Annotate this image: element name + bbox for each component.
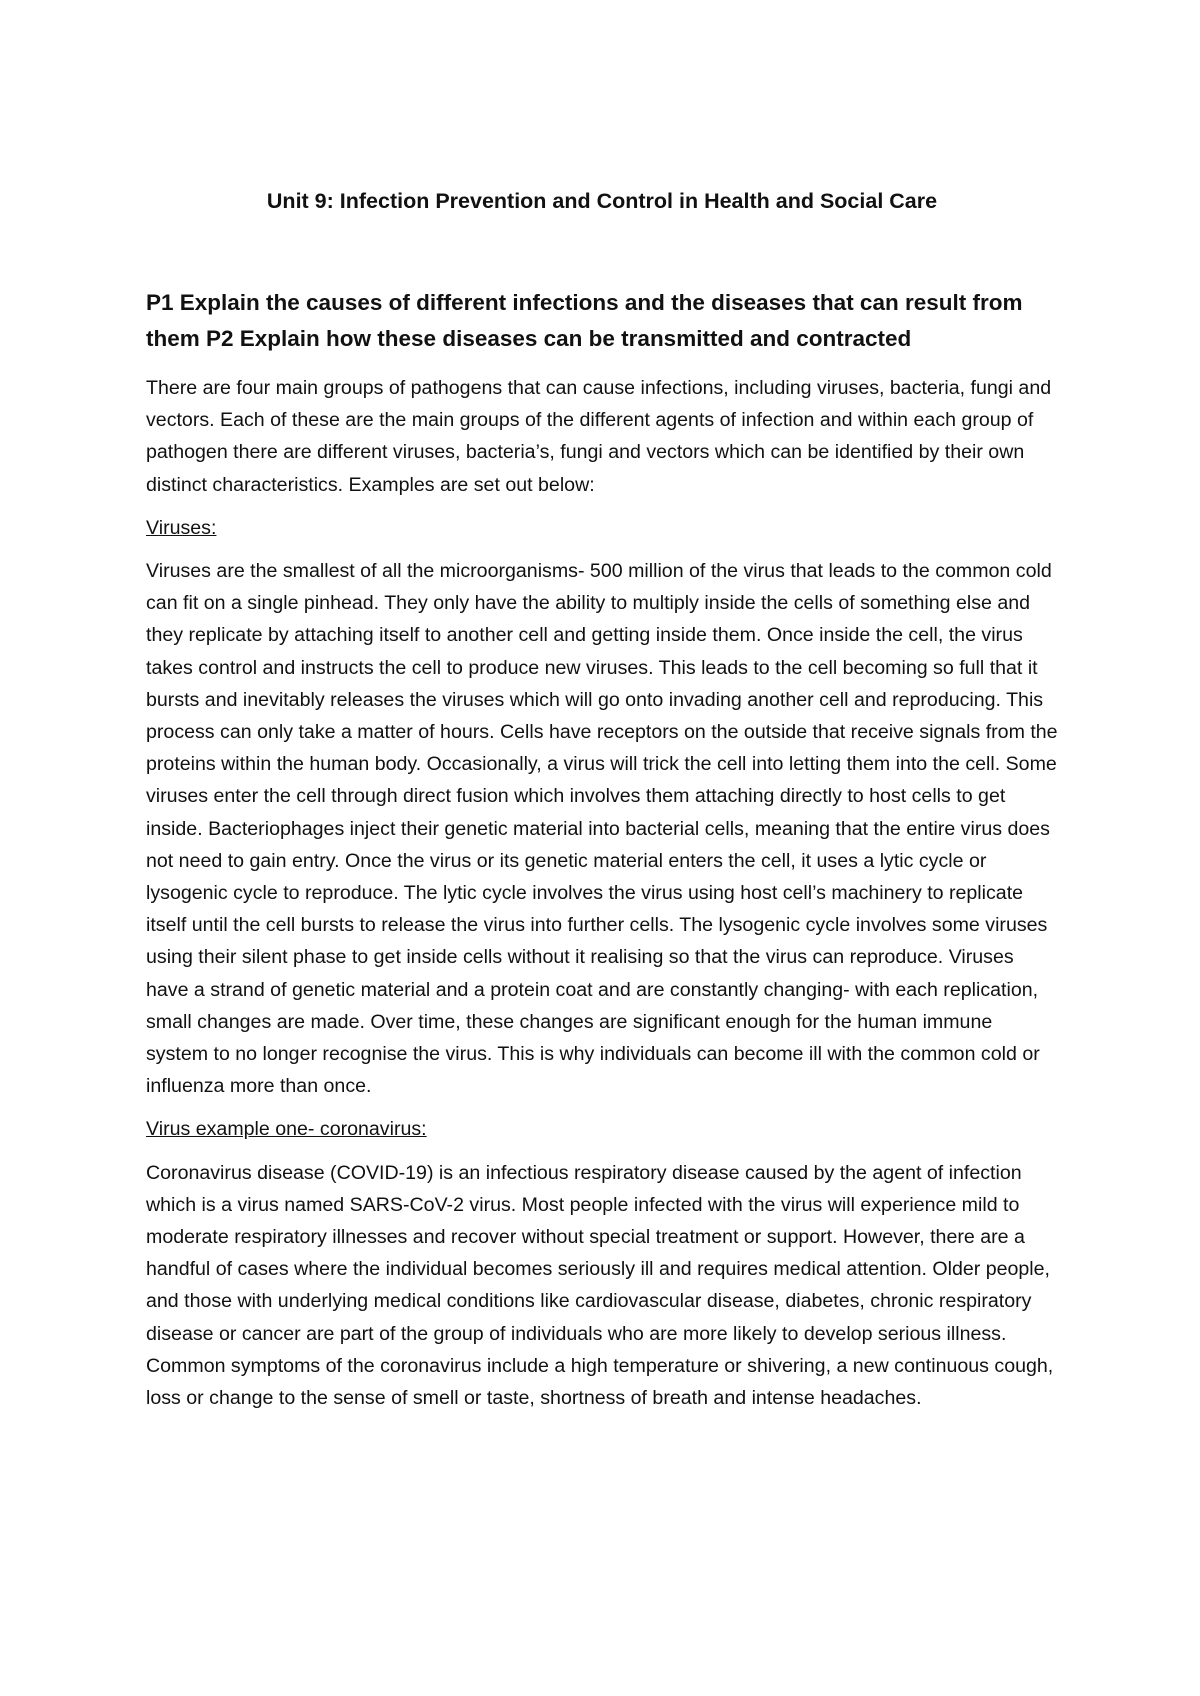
document-title: Unit 9: Infection Prevention and Control in Health and Social Care (266, 189, 938, 213)
viruses-paragraph: Viruses are the smallest of all the microorganisms- 500 million of the virus that leads to the common cold can fit on a single pinhead. They only have the ability to multiply inside the cells of something else and they replicate by attaching itself to another cell and getting inside them. Once inside the cell, the virus takes control and instructs the cell to produce new viruses. This leads to the cell becoming so full that it bursts and inevitably releases the viruses which will go onto invading another cell and reproducing. This process can only take a matter of hours. Cells have receptors on the outside that receive signals from the proteins within the human body. Occasionally, a virus will trick the cell into letting them into the cell. Some viruses enter the cell through direct fusion which involves them attaching directly to host cells to get inside. Bacteriophages inject their genetic material into bacterial cells, meaning that the entire virus does not need to gain entry. Once the virus or its genetic material enters the cell, it uses a lytic cycle or lysogenic cycle to reproduce. The lytic cycle involves the virus using host cell’s machinery to replicate itself until the cell bursts to release the virus into further cells. The lysogenic cycle involves some viruses using their silent phase to get inside cells without it realising so that the virus can reproduce. Viruses have a strand of genetic material and a protein coat and are constantly changing- with each replication, small changes are made. Over time, these changes are significant enough for the human immune system to no longer recognise the virus. This is why individuals can become ill with the common cold or influenza more than once. (146, 560, 1058, 1098)
section-heading: P1 Explain the causes of different infections and the diseases that can result from them P2 Explain how these diseases can be transmitted and contracted (146, 290, 1023, 351)
document-body (146, 372, 1058, 1425)
coronavirus-subheading: Virus example one- coronavirus: (146, 1118, 427, 1141)
coronavirus-paragraph: Coronavirus disease (COVID-19) is an infectious respiratory disease caused by the agent of infection which is a virus named SARS-CoV-2 virus. Most people infected with the virus will experience mild to moderate respiratory illnesses and recover without special treatment or support. However, there are a handful of cases where the individual becomes seriously ill and requires medical attention. Older people, and those with underlying medical conditions like cardiovascular disease, diabetes, chronic respiratory disease or cancer are part of the group of individuals who are more likely to develop serious illness. Common symptoms of the coronavirus include a high temperature or shivering, a new continuous cough, loss or change to the sense of smell or taste, shortness of breath and intense headaches. (146, 1161, 1054, 1410)
viruses-subheading: Viruses: (146, 516, 217, 539)
intro-paragraph: There are four main groups of pathogens that can cause infections, including viruses, bacteria, fungi and vectors. Each of these are the main groups of the different agents of infection and within each group of pathogen there are different viruses, bacteria’s, fungi and vectors which can be identified by their own distinct characteristics. Examples are set out below: (146, 377, 1052, 496)
